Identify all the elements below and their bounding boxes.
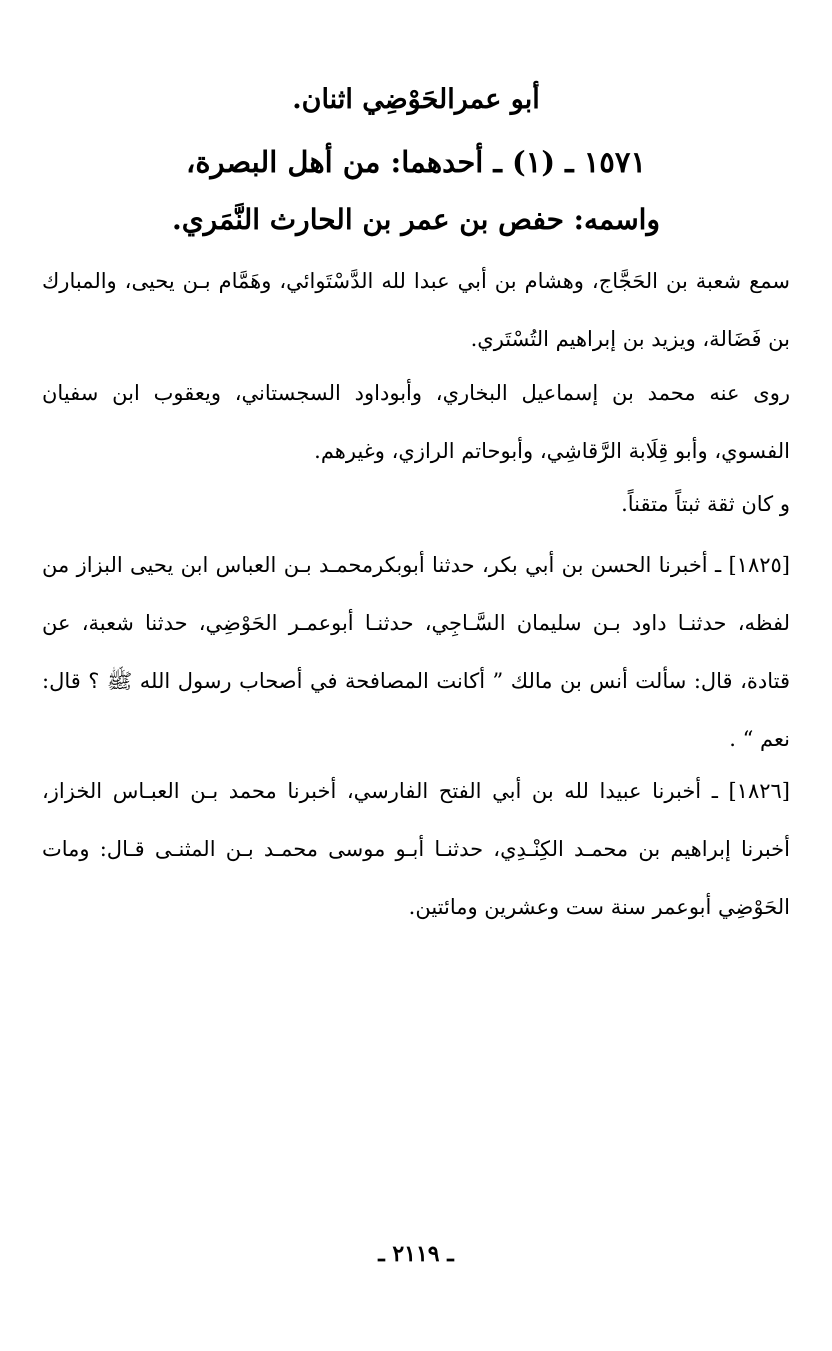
entry-name-heading: واسمه: حفص بن عمر بن الحارث النَّمَري.: [172, 203, 660, 236]
hadith-1825-paragraph: [١٨٢٥] ـ أخبرنا الحسن بن أبي بكر، حدثنا أبوبكرمحمـد بـن العباس ابن يحيى البزاز من لفظه، حدثنـا داود بـن سليمان السَّـاجِي، حدثنـا أبوعمـر الحَوْضِي، حدثنا شعبة، عن قتادة، قال: سألت أنس بن مالك ” أكانت المصافحة في أصحاب رسول الله ﷺ ؟ قال: نعم “ .: [42, 553, 790, 751]
reliability-paragraph: و كان ثقة ثبتاً متقناً.: [621, 492, 790, 516]
entry-number-heading: ١٥٧١ ـ (١) ـ أحدهما: من أهل البصرة،: [185, 145, 647, 179]
entry-group-title: أبو عمرالحَوْضِي اثنان.: [292, 84, 540, 115]
teachers-paragraph: سمع شعبة بن الحَجَّاج، وهشام بن أبي عبدا لله الدَّسْتَوائي، وهَمَّام بـن يحيى، والمبارك بن فَضَالة، ويزيد بن إبراهيم التُسْتَري.: [42, 269, 790, 351]
hadith-1826-paragraph: [١٨٢٦] ـ أخبرنا عبيدا لله بن أبي الفتح الفارسي، أخبرنا محمد بـن العبـاس الخزاز، أخبرنا إبراهيم بن محمـد الكِنْـدِي، حدثنـا أبـو موسى محمـد بـن المثنـى قـال: ومات الحَوْضِي أبوعمر سنة ست وعشرين ومائتين.: [42, 779, 790, 919]
page-number: ـ ٢١١٩ ـ: [378, 1241, 454, 1267]
students-paragraph: روى عنه محمد بن إسماعيل البخاري، وأبوداود السجستاني، ويعقوب ابن سفيان الفسوي، وأبو قِلَابة الرَّقاشِي، وأبوحاتم الرازي، وغيرهم.: [42, 381, 790, 463]
